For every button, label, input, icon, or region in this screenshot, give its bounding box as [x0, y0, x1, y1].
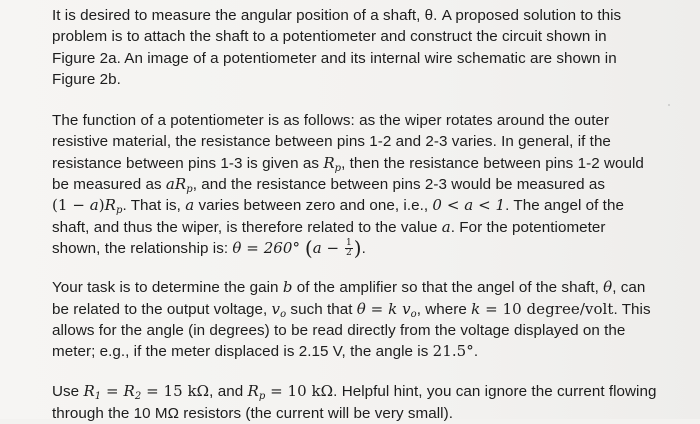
text-run: meter; e.g., if the meter displaced is 2.15 V, the angle is [52, 343, 433, 361]
text-run: , can [612, 279, 646, 297]
paragraph-potentiometer-function [52, 110, 676, 259]
fraction-denominator: 2 [346, 248, 352, 259]
math-k-value: = 10 degree/volt [480, 299, 614, 318]
math-angle-value: 21.5° [432, 342, 474, 361]
text-run: be measured as [52, 176, 166, 194]
math-subscript: 2 [134, 391, 142, 403]
function-line-2: resistive material, the resistance between pins 1-2 and 2-3 varies. In general, if the [52, 133, 611, 151]
math-value-15k: = 15 kΩ [141, 382, 210, 401]
math-range: 0 < a < 1 [432, 196, 506, 215]
math-open-paren: ( [304, 235, 313, 260]
math-rp [104, 196, 123, 217]
math-paren: ) [98, 196, 105, 215]
text-run: . Helpful hint, you can ignore the current flowing [333, 383, 657, 401]
text-run: , then the resistance between pins 1-2 would [341, 154, 644, 172]
function-line-7 [52, 235, 676, 260]
math-r1 [83, 382, 102, 403]
math-subscript: o [410, 308, 417, 320]
function-line-6 [52, 217, 676, 238]
text-run: varies between zero and one, i.e., [194, 197, 433, 215]
math-left: θ = 260° [232, 238, 301, 257]
task-line-1 [52, 277, 676, 298]
math-subscript: o [280, 308, 287, 320]
math-value-10k: = 10 kΩ [265, 382, 334, 401]
math-theta: θ [603, 278, 613, 297]
text-run: . The angel of the [505, 197, 624, 215]
fraction-numerator: 1 [346, 238, 352, 249]
math-subscript: p [334, 162, 342, 174]
math-b: b [282, 278, 293, 297]
text-run: Use [52, 383, 84, 401]
math-equation-theta [232, 235, 362, 260]
math-a: a [441, 217, 451, 236]
text-run: . This [613, 300, 651, 318]
math-a-minus: a − [312, 238, 340, 257]
math-a: a [89, 196, 99, 215]
paragraph-task [52, 277, 676, 362]
intro-line-3: Figure 2a. An image of a potentiometer and its internal wire schematic are shown in [52, 49, 617, 67]
text-run: . For the potentiometer [450, 218, 606, 236]
text-run: shaft, and thus the wiper, is therefore related to the value [52, 218, 442, 236]
text-run: . [361, 239, 366, 257]
text-run: Your task is to determine the gain [52, 279, 283, 297]
given-line-2: through the 10 MΩ resistors (the current will be very small). [52, 404, 453, 422]
text-run: , where [416, 300, 472, 318]
math-symbol: R [323, 153, 335, 172]
math-theta-equation [357, 300, 417, 318]
math-symbol: θ = k v [356, 299, 411, 318]
function-line-5 [52, 195, 676, 216]
math-symbol: R [123, 382, 135, 401]
math-k: k [471, 299, 481, 318]
math-rp [323, 154, 341, 172]
text-run: resistance between pins 1-3 is given as [52, 154, 324, 172]
math-one-minus: (1 − [52, 196, 90, 215]
text-run: shown, the relationship is: [52, 239, 233, 257]
math-fraction [345, 239, 353, 258]
math-a: a [185, 196, 195, 215]
math-rp [247, 382, 266, 403]
math-r2 [123, 382, 142, 403]
function-line-4 [52, 174, 676, 195]
math-symbol: aR [165, 175, 187, 194]
math-subscript: p [116, 205, 123, 217]
dust-speck [668, 104, 670, 106]
math-vo [272, 300, 287, 318]
text-run: . [473, 343, 479, 361]
text-run: , and the resistance between pins 2-3 would be measured as [192, 176, 606, 194]
task-line-2 [52, 299, 676, 320]
intro-line-2: problem is to attach the shaft to a potentiometer and construct the circuit shown in [52, 28, 607, 46]
text-run: . That is, [122, 197, 186, 215]
intro-line-4: Figure 2b. [52, 70, 121, 88]
intro-line-1: It is desired to measure the angular position of a shaft, θ. A proposed solution to this [52, 7, 622, 24]
math-subscript: p [258, 391, 266, 403]
math-subscript: p [186, 184, 193, 196]
paragraph-given-values [52, 381, 676, 424]
math-close-paren: ) [353, 235, 362, 260]
given-line-1 [52, 381, 676, 402]
text-run: , and [209, 383, 248, 401]
text-run: such that [286, 300, 357, 318]
math-symbol: R [104, 196, 117, 215]
math-symbol: v [271, 299, 281, 318]
math-equals: = [101, 382, 124, 401]
task-line-4 [52, 341, 676, 362]
text-run: be related to the output voltage, [52, 300, 272, 318]
function-line-1: The function of a potentiometer is as follows: as the wiper rotates around the outer [52, 112, 610, 130]
math-symbol: R [247, 382, 259, 401]
function-line-3 [52, 153, 676, 174]
paragraph-intro [52, 5, 676, 90]
text-run: of the amplifier so that the angel of the shaft, [292, 279, 604, 297]
math-arp [165, 175, 193, 196]
math-symbol: R [83, 382, 95, 401]
task-line-3: allows for the angle (in degrees) to be read directly from the voltage displayed on the [52, 321, 626, 339]
math-subscript: 1 [94, 391, 102, 403]
